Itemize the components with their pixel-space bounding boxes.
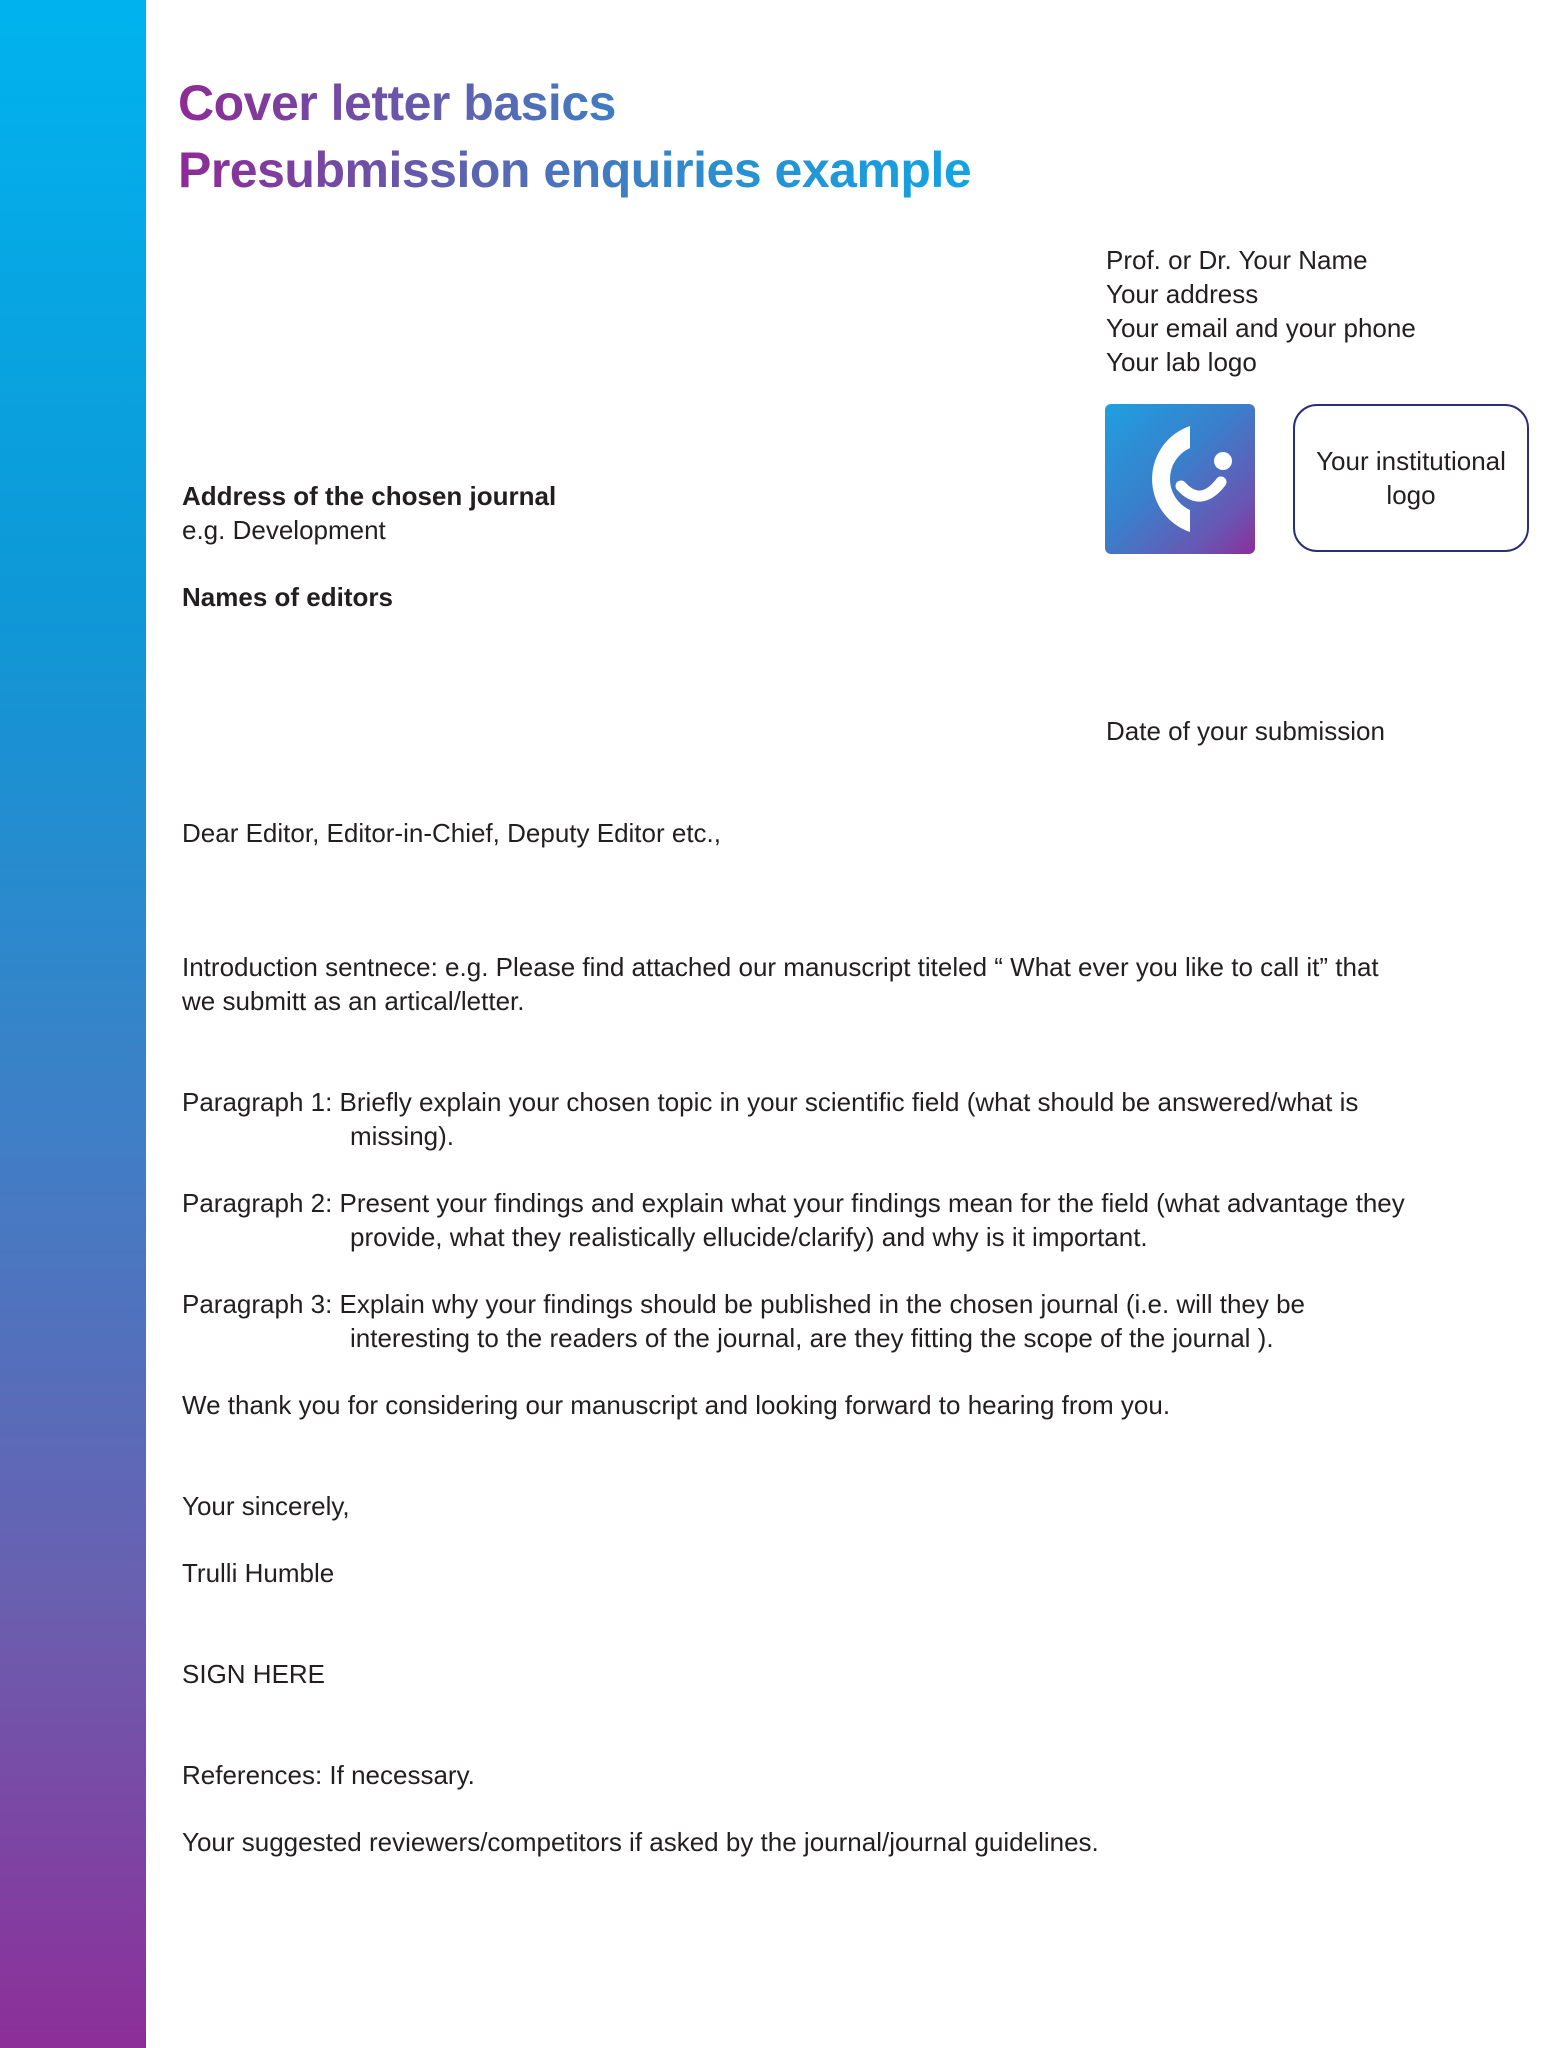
closing-line: Your sincerely,: [182, 1491, 350, 1521]
editors-heading: Names of editors: [182, 582, 393, 612]
paragraph-2-line-1: Paragraph 2: Present your findings and explain what your findings mean for the field (what advantage they: [182, 1188, 1405, 1218]
lab-logo-icon: [1105, 404, 1255, 554]
journal-address-example: e.g. Development: [182, 515, 386, 545]
paragraph-1-line-2: missing).: [350, 1121, 455, 1151]
title-line-1: Cover letter basics: [178, 70, 638, 137]
thanks-line: We thank you for considering our manuscript and looking forward to hearing from you.: [182, 1390, 1171, 1420]
sender-contact: Your email and your phone: [1106, 313, 1416, 343]
sender-lab-logo-label: Your lab logo: [1106, 347, 1257, 377]
paragraph-1-line-1: Paragraph 1: Briefly explain your chosen topic in your scientific field (what should be answered/what is: [182, 1087, 1359, 1117]
submission-date: Date of your submission: [1106, 716, 1385, 746]
signer-name: Trulli Humble: [182, 1558, 335, 1588]
institutional-logo-line-1: Your institutional: [1316, 446, 1506, 476]
institutional-logo-line-2: logo: [1386, 480, 1436, 510]
paragraph-3-line-2: interesting to the readers of the journal, are they fitting the scope of the journal ).: [350, 1323, 1274, 1353]
paragraph-2: [182, 1186, 1452, 1254]
introduction-paragraph: [182, 950, 1452, 1018]
paragraph-3: [182, 1287, 1452, 1355]
sender-address: Your address: [1106, 279, 1259, 309]
title-line-2: Presubmission enquiries example: [178, 137, 1008, 204]
introduction-line-1: Introduction sentnece: e.g. Please find attached our manuscript titeled “ What ever you like to call it” that: [182, 952, 1379, 982]
journal-address-heading: Address of the chosen journal: [182, 481, 557, 511]
signature-placeholder: SIGN HERE: [182, 1659, 326, 1689]
salutation: Dear Editor, Editor-in-Chief, Deputy Editor etc.,: [182, 818, 722, 848]
sender-name: Prof. or Dr. Your Name: [1106, 245, 1368, 275]
decorative-sidebar: [0, 0, 146, 2048]
recipient-block: [182, 479, 556, 547]
sender-details: [1106, 243, 1416, 379]
paragraph-2-line-2: provide, what they realistically ellucide/clarify) and why is it important.: [350, 1222, 1148, 1252]
references-line: References: If necessary.: [182, 1760, 475, 1790]
reviewers-line: Your suggested reviewers/competitors if asked by the journal/journal guidelines.: [182, 1827, 1099, 1857]
paragraph-3-line-1: Paragraph 3: Explain why your findings should be published in the chosen journal (i.e. will they be: [182, 1289, 1306, 1319]
paragraph-1: [182, 1085, 1452, 1153]
page-title: [178, 70, 1008, 204]
institutional-logo-placeholder: [1293, 404, 1529, 552]
introduction-line-2: we submitt as an artical/letter.: [182, 986, 525, 1016]
